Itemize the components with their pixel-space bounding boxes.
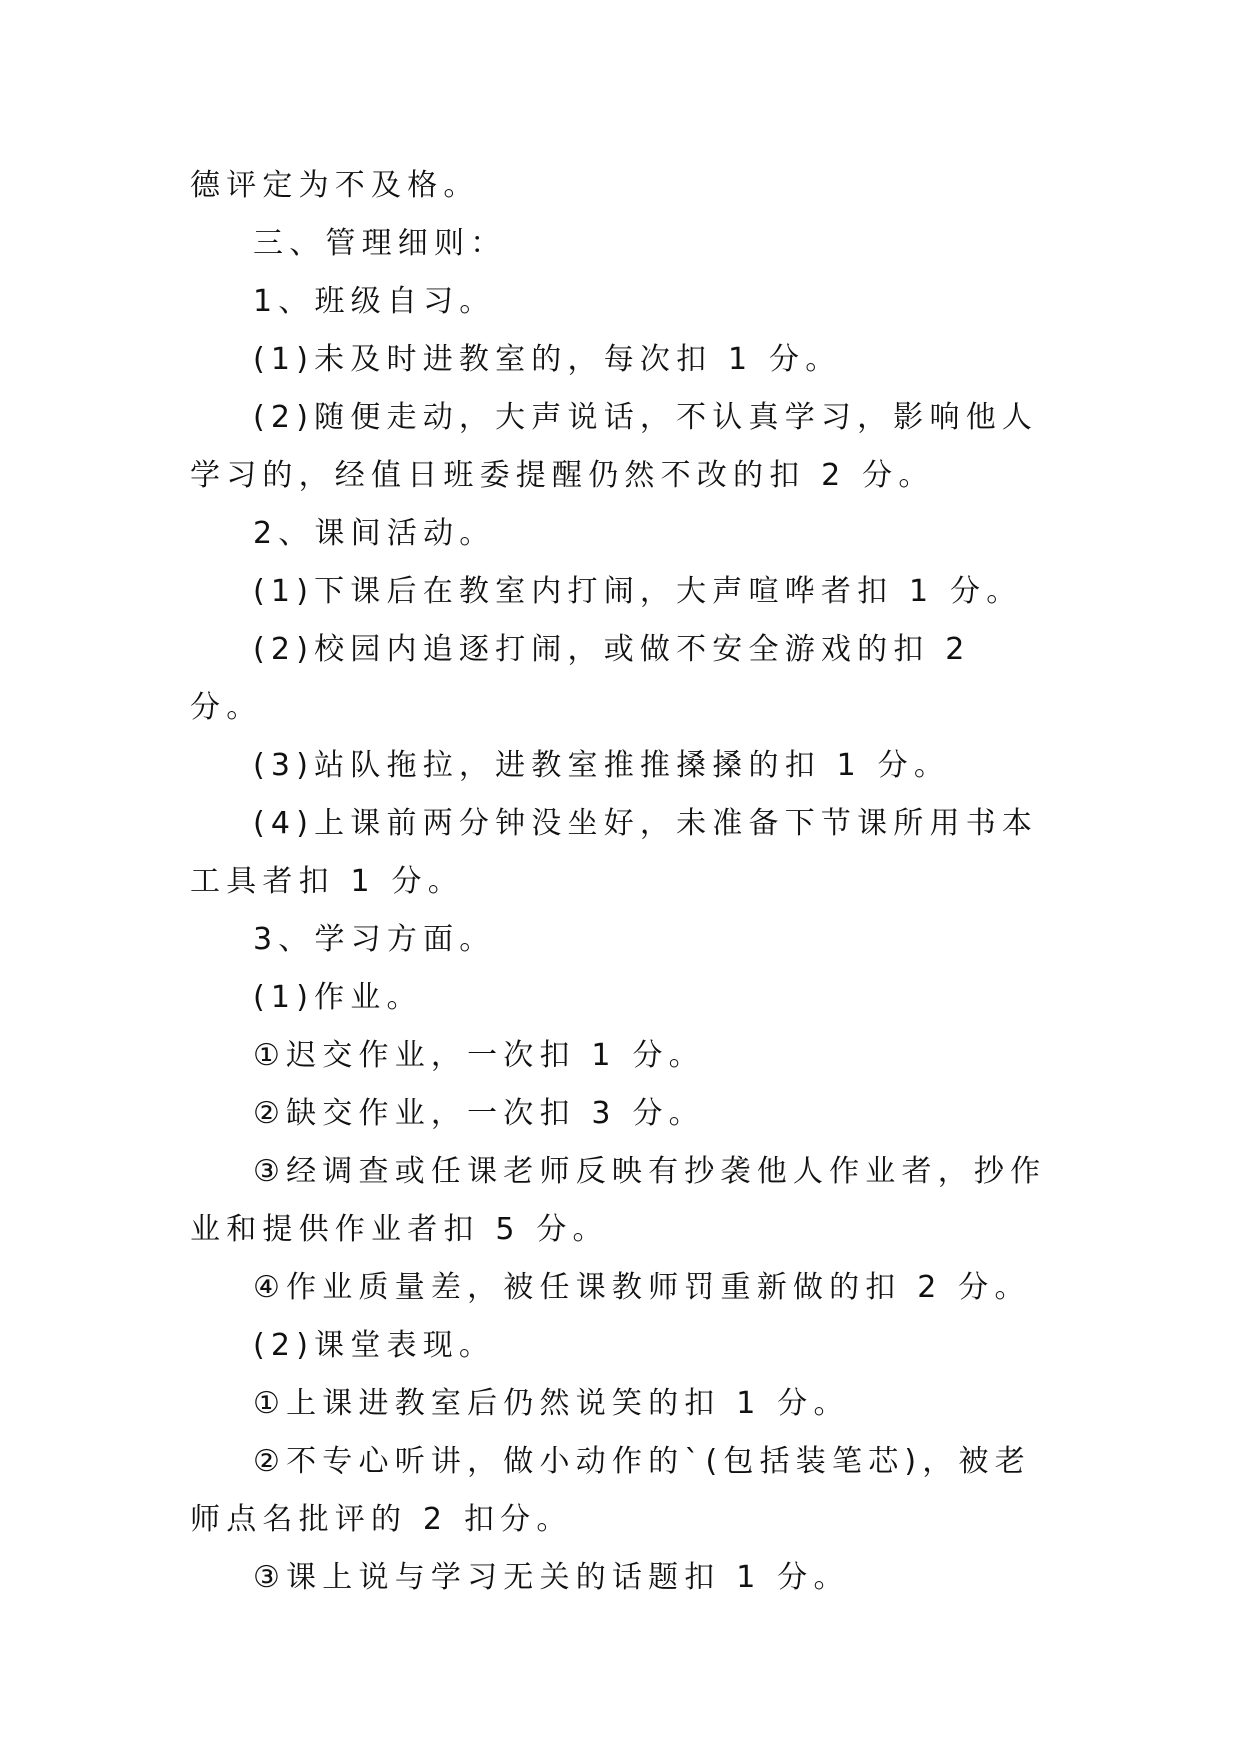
rule-item: ②缺交作业，一次扣 3 分。 [253, 1096, 705, 1131]
rule-item: ②不专心听讲，做小动作的`(包括装笔芯)，被老师点名批评的 2 扣分。 [190, 1444, 1031, 1537]
rule-item: ④作业质量差，被任课教师罚重新做的扣 2 分。 [253, 1270, 1031, 1305]
rule-item: (1)下课后在教室内打闹，大声喧哗者扣 1 分。 [253, 574, 1023, 609]
subsection-heading: 3、学习方面。 [253, 922, 496, 957]
rule-item: (2)随便走动，大声说话，不认真学习，影响他人学习的，经值日班委提醒仍然不改的扣 2 分。 [190, 400, 1039, 493]
subsection-heading: 1、班级自习。 [253, 284, 496, 319]
rule-item: (2)校园内追逐打闹，或做不安全游戏的扣 2 分。 [190, 632, 971, 725]
document-body [190, 157, 1052, 1607]
rule-item: (4)上课前两分钟没坐好，未准备下节课所用书本工具者扣 1 分。 [190, 806, 1039, 899]
rule-item: ③经调查或任课老师反映有抄袭他人作业者，抄作业和提供作业者扣 5 分。 [190, 1154, 1047, 1247]
rule-item: (3)站队拖拉，进教室推推搡搡的扣 1 分。 [253, 748, 951, 783]
rule-item: ①迟交作业，一次扣 1 分。 [253, 1038, 705, 1073]
rule-subheading: (2)课堂表现。 [253, 1328, 496, 1363]
paragraph: 德评定为不及格。 [190, 168, 480, 203]
rule-subheading: (1)作业。 [253, 980, 423, 1015]
rule-item: ①上课进教室后仍然说笑的扣 1 分。 [253, 1386, 850, 1421]
subsection-heading: 2、课间活动。 [253, 516, 496, 551]
section-heading: 三、管理细则： [253, 226, 507, 261]
rule-item: ③课上说与学习无关的话题扣 1 分。 [253, 1560, 850, 1595]
rule-item: (1)未及时进教室的，每次扣 1 分。 [253, 342, 842, 377]
